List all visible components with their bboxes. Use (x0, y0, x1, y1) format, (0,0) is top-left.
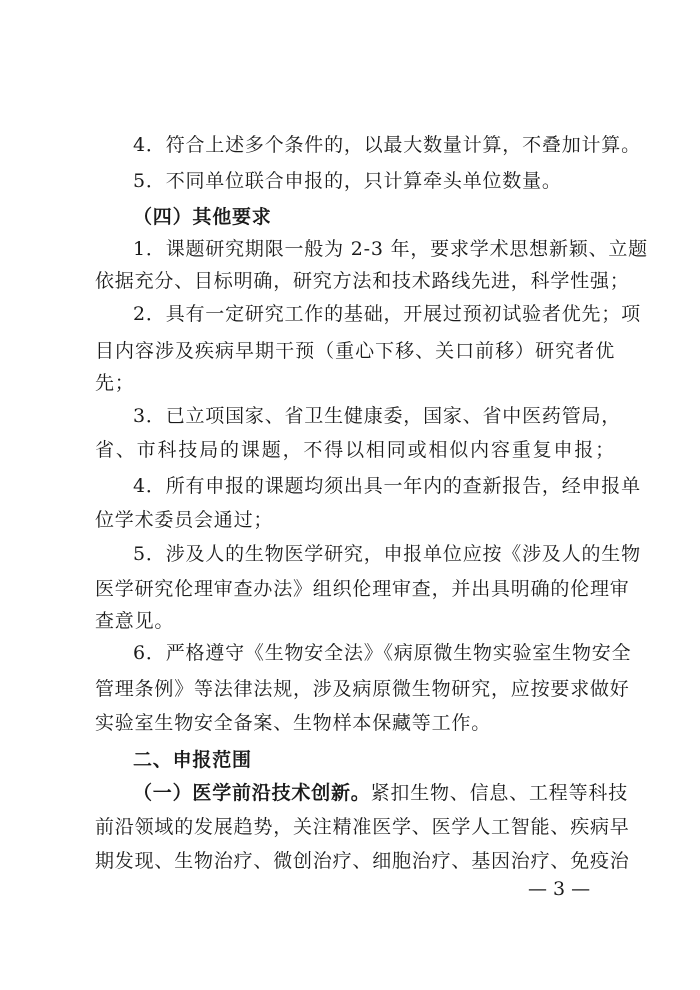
text-line: 4．所有申报的课题均须出具一年内的查新报告，经申报单 (133, 475, 641, 497)
subsection-heading: （四）其他要求 (133, 206, 272, 228)
text-line: 1．课题研究期限一般为 2-3 年，要求学术思想新颖、立题 (133, 238, 648, 260)
text-line: 省、市科技局的课题，不得以相同或相似内容重复申报； (95, 439, 615, 461)
section-heading: 二、申报范围 (133, 749, 252, 771)
paragraph-heading: （一）医学前沿技术创新。 (133, 782, 371, 804)
paragraph-text: 紧扣生物、信息、工程等科技 (370, 782, 629, 804)
text-line: 5．涉及人的生物医学研究，申报单位应按《涉及人的生物 (133, 543, 641, 565)
text-line: 3．已立项国家、省卫生健康委，国家、省中医药管局， (133, 405, 622, 427)
text-line: 依据充分、目标明确，研究方法和技术路线先进，科学性强； (95, 270, 630, 292)
text-line: 4．符合上述多个条件的，以最大数量计算，不叠加计算。 (133, 134, 641, 156)
text-line: 6．严格遵守《生物安全法》《病原微生物实验室生物安全 (133, 642, 632, 664)
text-line: 5．不同单位联合申报的，只计算牵头单位数量。 (133, 170, 562, 192)
text-line (133, 781, 629, 805)
text-line: 前沿领域的发展趋势，关注精准医学、医学人工智能、疾病早 (95, 816, 630, 838)
text-line: 实验室生物安全备案、生物样本保藏等工作。 (95, 712, 492, 734)
text-line: 目内容涉及疾病早期干预（重心下移、关口前移）研究者优 (95, 340, 615, 362)
text-line: 先； (95, 372, 135, 394)
text-line: 2．具有一定研究工作的基础，开展过预初试验者优先；项 (133, 303, 641, 325)
text-line: 查意见。 (95, 610, 175, 632)
page-number: — 3 — (528, 878, 591, 900)
text-line: 管理条例》等法律法规，涉及病原微生物研究，应按要求做好 (95, 678, 630, 700)
text-line: 期发现、生物治疗、微创治疗、细胞治疗、基因治疗、免疫治 (95, 850, 630, 872)
text-line: 医学研究伦理审查办法》组织伦理审查，并出具明确的伦理审 (95, 578, 630, 600)
text-line: 位学术委员会通过； (95, 509, 274, 531)
